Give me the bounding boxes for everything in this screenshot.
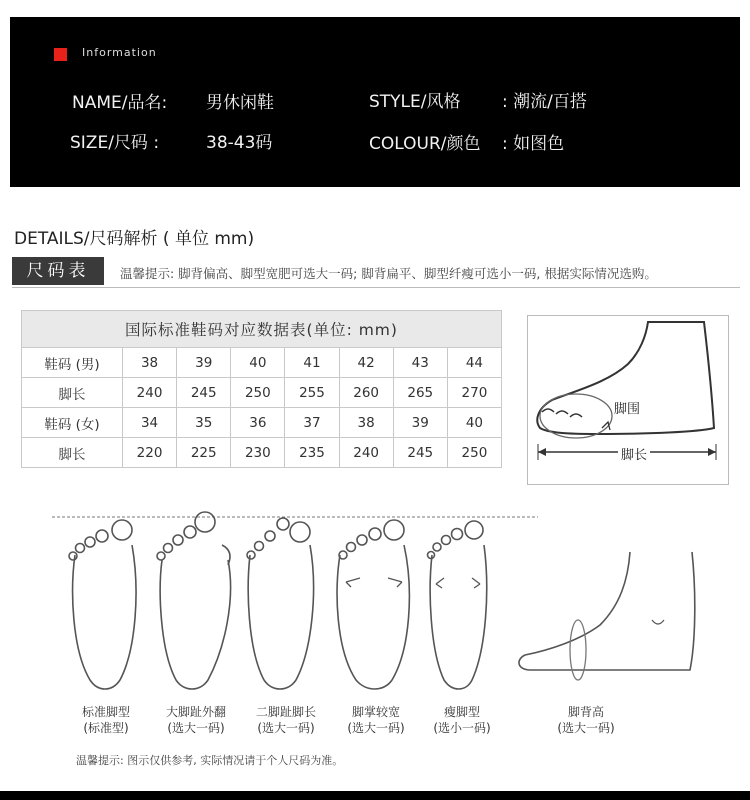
information-banner [10, 17, 740, 187]
colour-label: COLOUR/颜色 [369, 134, 481, 154]
table-cell: 225 [177, 438, 231, 468]
foot-types-illustration [0, 500, 750, 700]
size-chart-tagbar [12, 257, 740, 288]
foot-type-name: 瘦脚型 [443, 705, 480, 719]
table-cell: 43 [393, 348, 447, 378]
style-label: STYLE/风格 [369, 92, 461, 112]
details-heading: DETAILS/尺码解析 ( 单位 mm) [14, 229, 255, 249]
colour-value: : 如图色 [502, 134, 565, 154]
size-tip: 温馨提示: 脚背偏高、脚型宽肥可选大一码; 脚背扁平、脚型纤瘦可选小一码, 根据实际情况选购。 [120, 266, 657, 281]
table-row [22, 378, 502, 408]
table-cell: 39 [177, 348, 231, 378]
table-cell: 41 [285, 348, 339, 378]
table-cell: 235 [285, 438, 339, 468]
table-cell: 245 [177, 378, 231, 408]
table-cell: 255 [285, 378, 339, 408]
size-label: SIZE/尺码 : [70, 133, 160, 153]
long-second-toe-foot-icon [247, 518, 314, 689]
foot-type-high-instep [536, 704, 636, 736]
table-cell: 39 [393, 408, 447, 438]
row-label: 鞋码 (男) [22, 348, 123, 378]
bunion-foot-icon [157, 512, 231, 689]
table-cell: 220 [123, 438, 177, 468]
table-cell: 38 [339, 408, 393, 438]
table-cell: 250 [447, 438, 501, 468]
foot-type-advice: (选大一码) [557, 721, 615, 735]
table-row [22, 438, 502, 468]
information-title: Information [82, 46, 157, 59]
red-square-icon [54, 48, 67, 61]
foot-types [0, 500, 750, 760]
table-cell: 40 [447, 408, 501, 438]
foot-type-slim [412, 704, 512, 736]
size-table-title: 国际标准鞋码对应数据表(单位: mm) [22, 311, 502, 348]
table-cell: 260 [339, 378, 393, 408]
foot-type-wide [326, 704, 426, 736]
slim-foot-icon [428, 521, 487, 689]
size-value: 38-43码 [206, 133, 273, 153]
size-chart-tag: 尺码表 [12, 257, 104, 285]
table-cell: 44 [447, 348, 501, 378]
table-cell: 240 [339, 438, 393, 468]
row-label: 鞋码 (女) [22, 408, 123, 438]
table-cell: 42 [339, 348, 393, 378]
table-cell: 36 [231, 408, 285, 438]
foot-type-bunion [146, 704, 246, 736]
foot-type-name: 标准脚型 [81, 705, 130, 719]
size-table [21, 310, 502, 468]
foot-type-name: 大脚趾外翻 [165, 705, 226, 719]
table-cell: 38 [123, 348, 177, 378]
table-cell: 40 [231, 348, 285, 378]
high-instep-foot-icon [519, 552, 695, 680]
table-cell: 37 [285, 408, 339, 438]
girth-label: 脚围 [614, 402, 641, 417]
table-row [22, 348, 502, 378]
foot-type-long-second-toe [236, 704, 336, 736]
foot-type-advice: (标准型) [83, 721, 129, 735]
length-label: 脚长 [618, 444, 650, 463]
name-value: 男休闲鞋 [206, 93, 274, 113]
style-value: : 潮流/百搭 [502, 92, 587, 112]
foot-measurement-diagram [527, 315, 729, 485]
foot-type-name: 脚掌较宽 [351, 705, 400, 719]
wide-foot-icon [337, 520, 409, 689]
foot-type-advice: (选大一码) [257, 721, 315, 735]
reference-note: 温馨提示: 图示仅供参考, 实际情况请于个人尺码为准。 [76, 754, 344, 767]
foot-type-name: 脚背高 [567, 705, 604, 719]
foot-type-name: 二脚趾脚长 [255, 705, 316, 719]
table-cell: 240 [123, 378, 177, 408]
standard-foot-icon [69, 520, 136, 689]
table-cell: 35 [177, 408, 231, 438]
table-cell: 34 [123, 408, 177, 438]
table-row [22, 408, 502, 438]
foot-type-advice: (选大一码) [167, 721, 225, 735]
row-label: 脚长 [22, 438, 123, 468]
table-cell: 230 [231, 438, 285, 468]
foot-type-standard [56, 704, 156, 736]
bottom-bar [0, 791, 750, 800]
table-cell: 250 [231, 378, 285, 408]
row-label: 脚长 [22, 378, 123, 408]
foot-type-advice: (选大一码) [347, 721, 405, 735]
table-cell: 245 [393, 438, 447, 468]
foot-type-advice: (选小一码) [433, 721, 491, 735]
name-label: NAME/品名: [72, 93, 168, 113]
table-cell: 265 [393, 378, 447, 408]
table-cell: 270 [447, 378, 501, 408]
